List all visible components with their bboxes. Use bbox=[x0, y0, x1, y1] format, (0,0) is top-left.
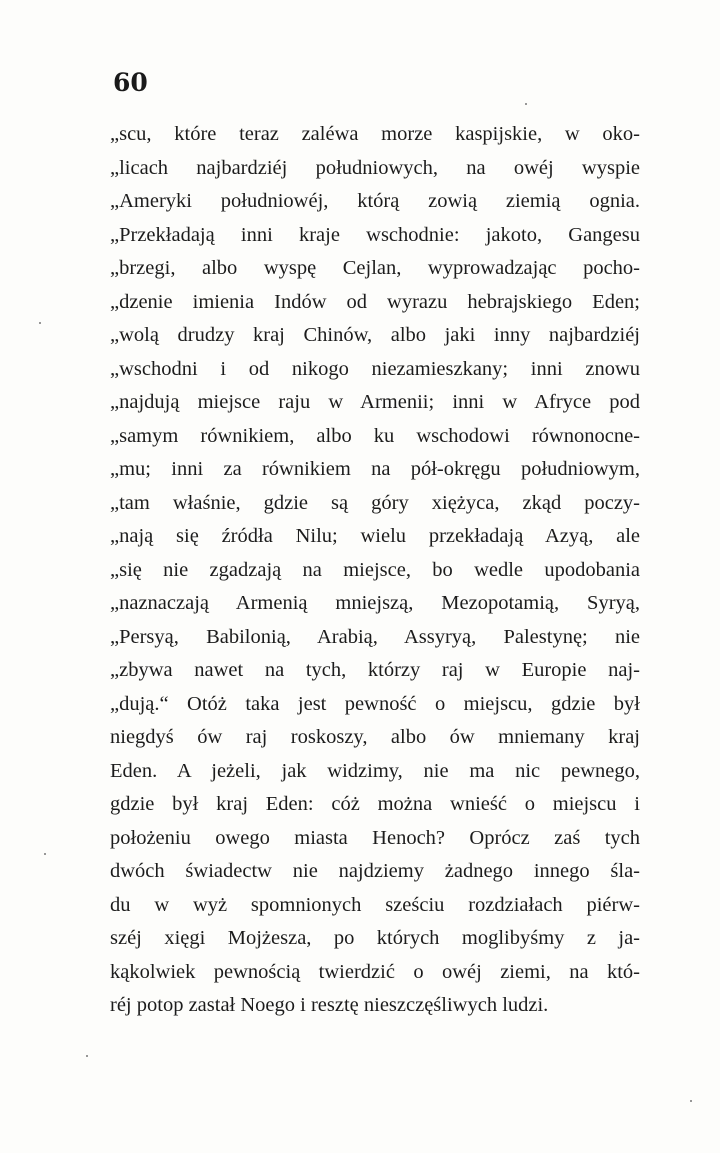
text-line: „naznaczają Armenią mniejszą, Mezopotamią, Syryą, bbox=[110, 592, 640, 614]
text-line: „zbywa nawet na tych, którzy raj w Europie naj- bbox=[110, 659, 640, 681]
text-line: „Persyą, Babilonią, Arabią, Assyryą, Palestynę; nie bbox=[110, 625, 640, 648]
text-line: „licach najbardziéj południowych, na owéj wyspie bbox=[110, 156, 640, 179]
text-line: réj potop zastał Noego i resztę nieszczęśliwych ludzi. bbox=[110, 994, 549, 1016]
text-line: „mu; inni za równikiem na pół-okręgu południowym, bbox=[110, 458, 640, 480]
text-line: położeniu owego miasta Henoch? Oprócz zaś tych bbox=[110, 826, 640, 849]
paper-speck bbox=[690, 1100, 692, 1102]
text-line: „Ameryki południowéj, którą zowią ziemią ognia. bbox=[110, 190, 640, 212]
text-line: „najdują miejsce raju w Armenii; inni w Afryce pod bbox=[110, 391, 640, 413]
text-line: „się nie zgadzają na miejsce, bo wedle upodobania bbox=[110, 558, 640, 581]
text-line: „nają się źródła Nilu; wielu przekładają Azyą, ale bbox=[110, 525, 640, 547]
text-line: kąkolwiek pewnością twierdzić o owéj ziemi, na któ- bbox=[110, 960, 640, 983]
text-line: „tam właśnie, gdzie są góry xiężyca, zkąd poczy- bbox=[110, 491, 640, 514]
text-line: „wolą drudzy kraj Chinów, albo jaki inny najbardziéj bbox=[110, 324, 640, 346]
text-line: „scu, które teraz zaléwa morze kaspijskie, w oko- bbox=[110, 123, 640, 145]
text-line: gdzie był kraj Eden: cóż można wnieść o miejscu i bbox=[110, 793, 640, 815]
paper-speck bbox=[44, 853, 46, 855]
page-number: 60 bbox=[113, 68, 148, 97]
text-line: „samym równikiem, albo ku wschodowi równonocne- bbox=[110, 424, 640, 447]
body-text bbox=[110, 118, 640, 1023]
text-line: Eden. A jeżeli, jak widzimy, nie ma nic pewnego, bbox=[110, 759, 640, 782]
text-line: „Przekładają inni kraje wschodnie: jakoto, Gangesu bbox=[110, 223, 640, 246]
paper-speck bbox=[39, 322, 41, 324]
text-line: du w wyż spomnionych sześciu rozdziałach piérw- bbox=[110, 893, 640, 916]
text-line: „dują.“ Otóż taka jest pewność o miejscu, gdzie był bbox=[110, 692, 640, 715]
paper-speck bbox=[86, 1055, 88, 1057]
text-line: „wschodni i od nikogo niezamieszkany; inni znowu bbox=[110, 357, 640, 380]
paper-speck bbox=[525, 103, 527, 105]
text-line: dwóch świadectw nie najdziemy żadnego innego śla- bbox=[110, 860, 640, 882]
text-line: széj xięgi Mojżesza, po których moglibyśmy z ja- bbox=[110, 927, 640, 949]
text-line: „dzenie imienia Indów od wyrazu hebrajskiego Eden; bbox=[110, 290, 640, 313]
text-line: niegdyś ów raj roskoszy, albo ów mniemany kraj bbox=[110, 726, 640, 748]
text-line: „brzegi, albo wyspę Cejlan, wyprowadzając pocho- bbox=[110, 257, 640, 279]
